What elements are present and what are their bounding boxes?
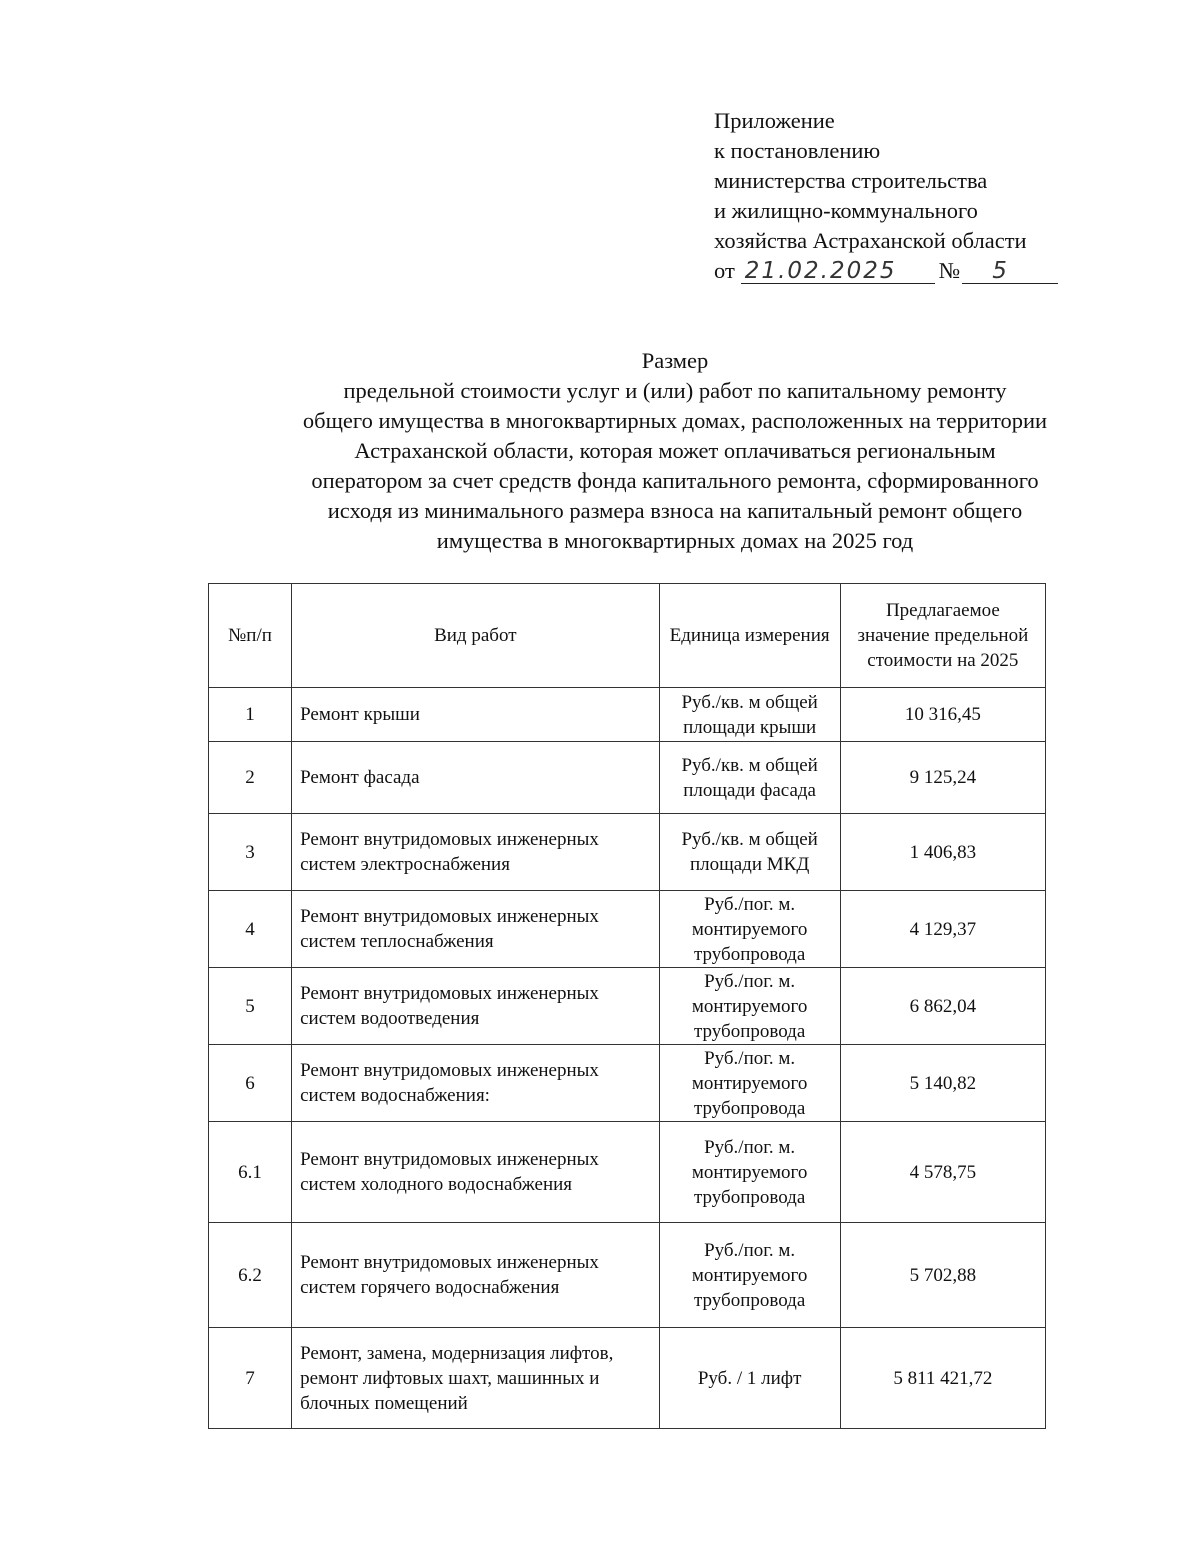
table-header-row	[209, 584, 1046, 688]
date-number-line	[714, 256, 1058, 286]
title-line: оператором за счет средств фонда капитального ремонта, сформированного	[311, 468, 1039, 493]
title-line: исходя из минимального размера взноса на капитальный ремонт общего	[327, 498, 1023, 523]
row-name: Ремонт внутридомовых инженерных систем водоснабжения:	[292, 1045, 659, 1122]
row-unit: Руб. / 1 лифт	[659, 1328, 840, 1429]
row-unit: Руб./пог. м. монтируемого трубопровода	[659, 968, 840, 1045]
header-value: Предлагаемое значение предельной стоимости на 2025	[840, 584, 1045, 688]
appendix-line: министерства строительства	[714, 168, 988, 193]
appendix-line: и жилищно-коммунального	[714, 198, 978, 223]
row-name: Ремонт внутридомовых инженерных систем электроснабжения	[292, 814, 659, 891]
row-name: Ремонт внутридомовых инженерных систем холодного водоснабжения	[292, 1122, 659, 1223]
title-heading: Размер	[641, 348, 709, 373]
table-row	[209, 1328, 1046, 1429]
table-row	[209, 1122, 1046, 1223]
title-line: Астраханской области, которая может оплачиваться региональным	[354, 438, 996, 463]
row-name: Ремонт, замена, модернизация лифтов, ремонт лифтовых шахт, машинных и блочных помещений	[292, 1328, 659, 1429]
row-num: 2	[209, 742, 292, 814]
table-row	[209, 1045, 1046, 1122]
row-value: 4 129,37	[840, 891, 1045, 968]
row-num: 4	[209, 891, 292, 968]
row-name: Ремонт внутридомовых инженерных систем водоотведения	[292, 968, 659, 1045]
row-unit: Руб./кв. м общей площади МКД	[659, 814, 840, 891]
row-name: Ремонт внутридомовых инженерных систем теплоснабжения	[292, 891, 659, 968]
row-name: Ремонт фасада	[292, 742, 659, 814]
row-value: 10 316,45	[840, 688, 1045, 742]
table-row	[209, 1223, 1046, 1328]
works-table	[208, 583, 1046, 1429]
handwritten-date: 21.02.2025	[741, 259, 935, 284]
row-num: 1	[209, 688, 292, 742]
row-name: Ремонт крыши	[292, 688, 659, 742]
row-value: 9 125,24	[840, 742, 1045, 814]
row-num: 5	[209, 968, 292, 1045]
row-unit: Руб./пог. м. монтируемого трубопровода	[659, 1045, 840, 1122]
table-row	[209, 742, 1046, 814]
header-name: Вид работ	[292, 584, 659, 688]
row-value: 6 862,04	[840, 968, 1045, 1045]
handwritten-number: 5	[962, 259, 1058, 284]
row-value: 5 702,88	[840, 1223, 1045, 1328]
table-row	[209, 891, 1046, 968]
row-name: Ремонт внутридомовых инженерных систем горячего водоснабжения	[292, 1223, 659, 1328]
table-row	[209, 688, 1046, 742]
row-unit: Руб./пог. м. монтируемого трубопровода	[659, 1122, 840, 1223]
appendix-block	[714, 106, 1058, 286]
row-value: 4 578,75	[840, 1122, 1045, 1223]
number-sign: №	[938, 258, 961, 283]
row-num: 6.1	[209, 1122, 292, 1223]
row-value: 5 140,82	[840, 1045, 1045, 1122]
row-value: 5 811 421,72	[840, 1328, 1045, 1429]
date-prefix: от	[714, 258, 735, 283]
table-row	[209, 814, 1046, 891]
row-unit: Руб./кв. м общей площади крыши	[659, 688, 840, 742]
row-num: 6	[209, 1045, 292, 1122]
appendix-line: Приложение	[714, 108, 835, 133]
header-unit: Единица измерения	[659, 584, 840, 688]
row-num: 7	[209, 1328, 292, 1429]
table-row	[209, 968, 1046, 1045]
row-num: 6.2	[209, 1223, 292, 1328]
title-line: предельной стоимости услуг и (или) работ по капитальному ремонту	[343, 378, 1007, 403]
row-value: 1 406,83	[840, 814, 1045, 891]
row-unit: Руб./кв. м общей площади фасада	[659, 742, 840, 814]
title-line: имущества в многоквартирных домах на 2025 год	[436, 528, 914, 553]
appendix-line: к постановлению	[714, 138, 881, 163]
document-title	[200, 346, 1150, 556]
row-unit: Руб./пог. м. монтируемого трубопровода	[659, 1223, 840, 1328]
row-unit: Руб./пог. м. монтируемого трубопровода	[659, 891, 840, 968]
title-line: общего имущества в многоквартирных домах, расположенных на территории	[302, 408, 1048, 433]
row-num: 3	[209, 814, 292, 891]
header-num: №п/п	[209, 584, 292, 688]
appendix-line: хозяйства Астраханской области	[714, 228, 1027, 253]
